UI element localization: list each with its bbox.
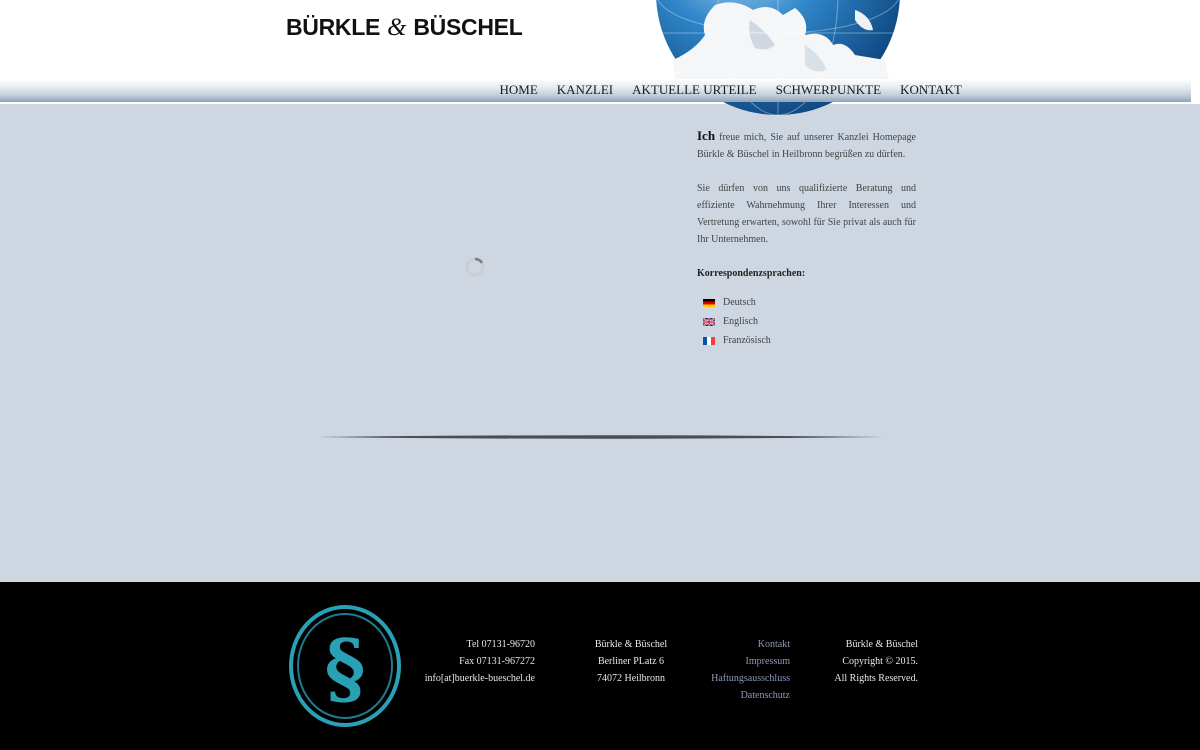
uk-flag-icon [703,318,715,326]
footer-fax: Fax 07131-967272 [459,656,535,667]
logo-ampersand: & [387,14,407,41]
footer-link-impressum[interactable]: Impressum [745,656,790,667]
site-header [0,0,1200,104]
footer-address [592,636,670,687]
intro-text [697,127,916,350]
nav-schwerpunkte[interactable]: SCHWERPUNKTE [775,82,882,97]
language-item-englisch [697,312,916,331]
de-flag-icon [703,299,715,307]
footer-link-kontakt[interactable]: Kontakt [757,639,790,650]
footer-phone: Tel 07131-96720 [466,639,535,650]
logo-part1: BÜRKLE [286,14,381,40]
site-logo[interactable] [286,14,522,42]
svg-text:§: § [324,623,366,714]
footer-company: Bürkle & Büschel [594,639,668,650]
footer-email: info[at]buerkle-bueschel.de [424,673,535,684]
language-label: Deutsch [723,297,756,308]
nav-kanzlei[interactable]: KANZLEI [556,82,614,97]
language-label: Englisch [723,316,758,327]
loading-spinner-icon [465,257,485,277]
intro-paragraph-1 [697,127,916,163]
languages-title [697,265,916,282]
divider-line [318,434,884,440]
footer-city: 74072 Heilbronn [596,673,666,684]
main-nav [490,82,971,98]
footer-copyright-rights: All Rights Reserved. [834,673,918,684]
footer-copyright-company: Bürkle & Büschel [845,639,918,650]
footer-link-haftungsausschluss[interactable]: Haftungsausschluss [711,673,790,684]
logo-part2: BÜSCHEL [413,14,523,40]
fr-flag-icon [703,337,715,345]
footer-links [711,636,790,704]
nav-aktuelle-urteile[interactable]: AKTUELLE URTEILE [632,82,757,97]
footer-contact [425,636,535,687]
nav-kontakt[interactable]: KONTAKT [900,82,962,97]
paragraph-seal-icon [289,605,401,727]
footer-street: Berliner PLatz 6 [597,656,665,667]
intro-rest: freue mich, Sie auf unserer Kanzlei Homepage Bürkle & Büschel in Heilbronn begrüßen zu dürfen. [697,132,916,160]
nav-home[interactable]: HOME [499,82,538,97]
footer-copyright-year: Copyright © 2015. [842,656,918,667]
footer-link-datenschutz[interactable]: Datenschutz [740,690,790,701]
language-item-franzoesisch [697,331,916,350]
languages-title-colon: : [801,268,806,279]
language-item-deutsch [697,293,916,312]
footer-copyright [834,636,918,687]
intro-paragraph-2: Sie dürfen von uns qualifizierte Beratung und effiziente Wahrnehmung Ihrer Interessen und Vertretung erwarten, sowohl für Sie privat als auch für Ihr Unternehmen. [697,183,916,245]
languages-title-text: Korrespondenzsprachen [697,268,802,279]
language-label: Französisch [723,335,771,346]
intro-lead: Ich [697,128,716,143]
